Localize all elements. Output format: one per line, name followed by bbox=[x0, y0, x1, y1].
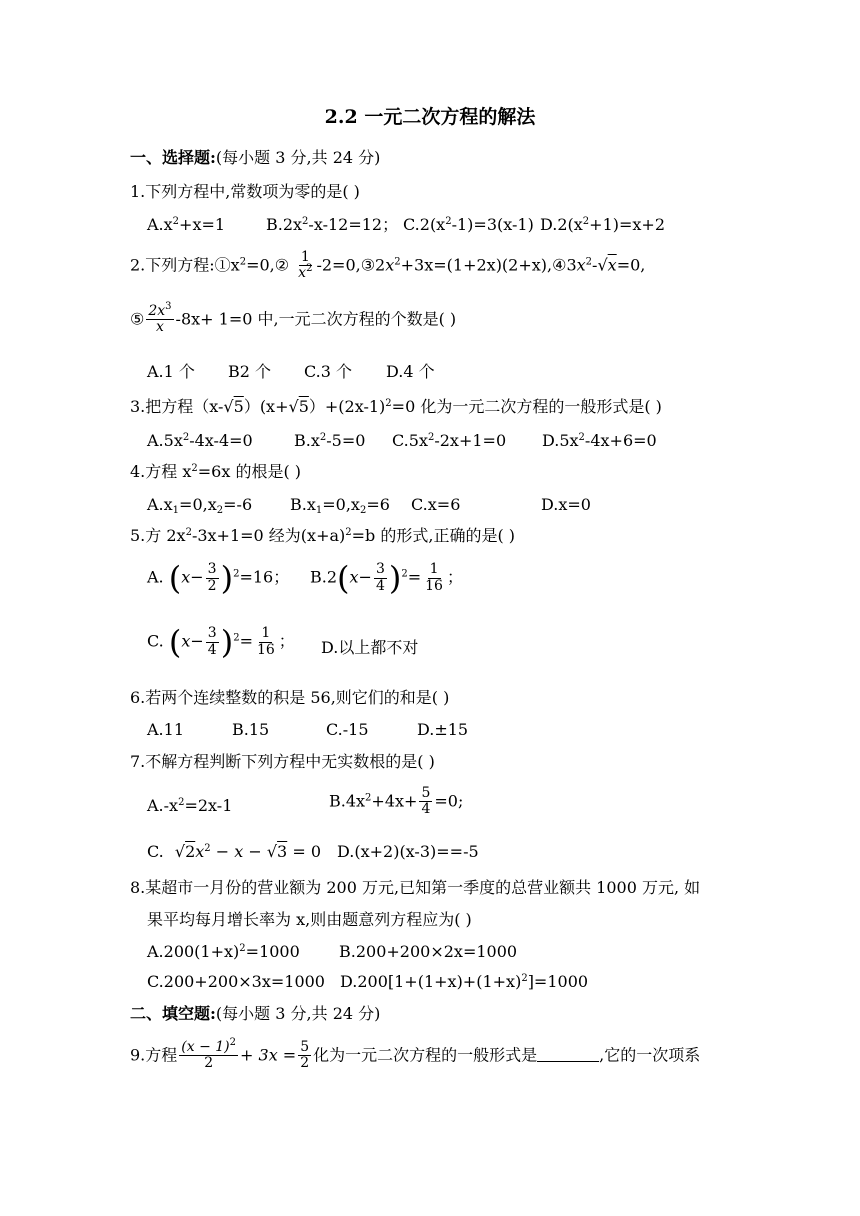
question-3-option-b: $B.x^2-5=0$ bbox=[294, 431, 366, 450]
question-7-option-d: D.(x+2)(x-3)==-5 bbox=[337, 842, 479, 861]
question-6-option-c: C.-15 bbox=[326, 720, 369, 739]
question-3-option-c: $C.5x^2-2x+1=0$ bbox=[392, 431, 507, 450]
question-8-option-c: C.200+200×3x=1000 bbox=[147, 972, 325, 991]
question-9-line-1: 9.方程 $\frac{(x - 1)^2}{2}$ + 3x = $\frac{5}{2}$ 化为一元二次方程的一般形式是 ,它的一次项系 bbox=[130, 1037, 701, 1072]
question-5-option-c: C. (x− $\frac{3}{4}$ )$^2$= $\frac{1}{16}$ ； bbox=[147, 623, 295, 661]
question-5-option-d: D.以上都不对 bbox=[321, 638, 419, 657]
question-6-stem: 6.若两个连续整数的积是 56,则它们的和是( ) bbox=[130, 688, 450, 707]
question-1-option-c: $C.2(x^2-1)=3(x-1)$ bbox=[403, 215, 534, 234]
question-6-option-a: A.11 bbox=[147, 720, 184, 739]
section-fill-heading: 二、填空题:(每小题 3 分,共 24 分) bbox=[130, 1004, 381, 1023]
question-4-option-a: $A.x_1=0,x_2=-6$ bbox=[147, 495, 253, 516]
question-7-option-c: C. $√2x^2 - x - √3 = 0$ bbox=[147, 842, 321, 861]
question-3-option-d: $D.5x^2-4x+6=0$ bbox=[542, 431, 657, 450]
question-8-option-b: B.200+200×2x=1000 bbox=[339, 942, 518, 961]
question-3-stem: 3.把方程$(x-√5)(x+√5)+(2x-1)^2=0$ 化为一元二次方程的一般形式是( ) bbox=[130, 397, 662, 416]
question-8-option-d: $D.200[1+(1+x)+(1+x)^2]=1000$ bbox=[340, 972, 589, 991]
question-3-option-a: $A.5x^2-4x-4=0$ bbox=[147, 431, 253, 450]
question-4-option-c: C.x=6 bbox=[411, 495, 461, 514]
question-5-option-b: B.2(x− $\frac{3}{4}$ )$^2$= $\frac{1}{16}$ ； bbox=[310, 559, 463, 597]
question-4-stem: 4.方程 $x^2=6x$ 的根是( ) bbox=[130, 462, 302, 481]
question-8-line-1: 8.某超市一月份的营业额为 200 万元,已知第一季度的总营业额共 1000 万元, 如 bbox=[130, 878, 701, 897]
section-choice-heading: 一、选择题:(每小题 3 分,共 24 分) bbox=[130, 148, 381, 167]
question-5-option-a: A. (x− $\frac{3}{2}$ )$^2$=16； bbox=[147, 559, 290, 597]
page-title: 2.2 一元二次方程的解法 bbox=[324, 106, 536, 128]
question-2-option-a: A.1 个 bbox=[147, 362, 195, 381]
fraction-2x3-over-x: $\frac{2x^3}{x}$ bbox=[148, 301, 172, 336]
fraction-1-over-x2: $\frac{1}{x^2}$ bbox=[298, 249, 313, 282]
question-6-option-d: D.±15 bbox=[417, 720, 469, 739]
question-7-option-b: $B.4x^2+4x+$ $\frac{5}{4}$ =0; bbox=[329, 785, 464, 818]
answer-blank[interactable] bbox=[537, 1047, 599, 1062]
question-2-option-d: D.4 个 bbox=[386, 362, 435, 381]
question-1-option-d: $D.2(x^2+1)=x+2$ bbox=[540, 215, 666, 234]
question-5-stem: 5.方 $2x^2-3x+1=0$ 经为$(x+a)^2=b$ 的形式,正确的是( ) bbox=[130, 526, 516, 545]
question-1-stem: 1.下列方程中,常数项为零的是( ) bbox=[130, 182, 360, 201]
question-2-option-b: B2 个 bbox=[228, 362, 272, 381]
question-2-line-2: ⑤ $\frac{2x^3}{x}$ -8x+ 1=0 中,一元二次方程的个数是( ) bbox=[130, 301, 457, 336]
question-1-option-b: $B.2x^2-x-12=12$； bbox=[266, 215, 399, 234]
question-8-line-2: 果平均每月增长率为 x,则由题意列方程应为( ) bbox=[147, 910, 472, 929]
question-4-option-b: $B.x_1=0,x_2=6$ bbox=[290, 495, 390, 516]
question-6-option-b: B.15 bbox=[232, 720, 270, 739]
question-8-option-a: $A.200(1+x)^2=1000$ bbox=[147, 942, 300, 961]
question-2-line-1: 2.下列方程$:①x^2=0,②$ $\frac{1}{x^2}$ $-2=0,③2x^2+3x=(1+2x)(2+x),④3x^2-√x=0$, bbox=[130, 249, 646, 282]
question-7-stem: 7.不解方程判断下列方程中无实数根的是( ) bbox=[130, 752, 435, 771]
question-1-option-a: $A.x^2+x=1$ bbox=[147, 215, 226, 234]
question-7-option-a: $A.-x^2=2x-1$ bbox=[147, 796, 233, 815]
question-2-option-c: C.3 个 bbox=[304, 362, 353, 381]
question-4-option-d: D.x=0 bbox=[541, 495, 591, 514]
